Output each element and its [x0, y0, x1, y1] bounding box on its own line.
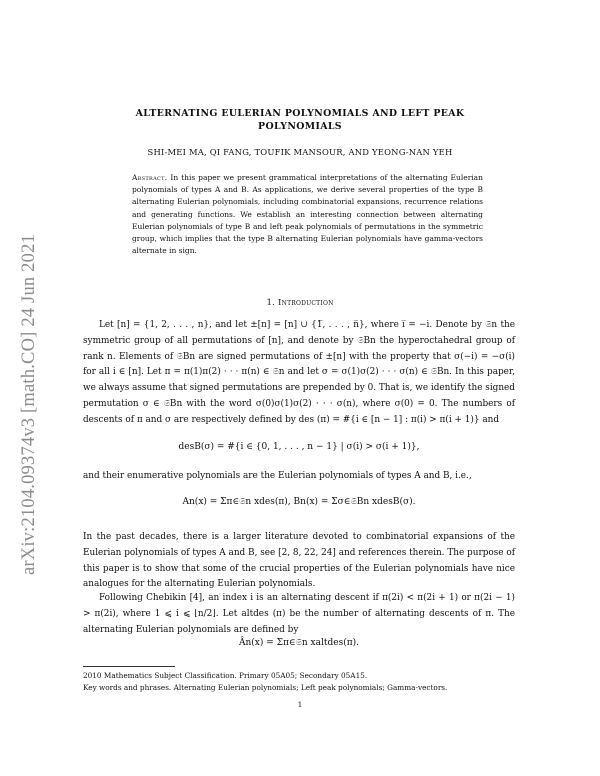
abstract-label: Abstract. — [132, 173, 168, 182]
paragraph-1: Let [n] = {1, 2, . . . , n}, and let ±[n] = [n] ∪ {1̅, . . . , n̅}, where i̅ = −i. Denote by 𝔖n the symmetric group of all permutations of [n], and denote by 𝔖Bn the hyperoctahedral group of rank n. Elements of 𝔖Bn are signed permutations of ±[n] with the property that σ(−i) = −σ(i) for all i ∈ [n]. Let π = π(1)π(2) · · · π(n) ∈ 𝔖n and let σ = σ(1)σ(2) · · · σ(n) ∈ 𝔖Bn. In this paper, we always assume that signed permutations are prepended by 0. That is, we identify the signed permutation σ ∈ 𝔖Bn with the word σ(0)σ(1)σ(2) · · · σ(n), where σ(0) = 0. The numbers of descents of π and σ are respectively defined by des (π) = #{i ∈ [n − 1] : π(i) > π(i + 1)} and — [83, 320, 515, 425]
arxiv-identifier[interactable]: arXiv:2104.09374v3 [math.CO] 24 Jun 2021 — [19, 234, 39, 575]
section-heading — [100, 298, 500, 308]
paper-authors: SHI-MEI MA, QI FANG, TOUFIK MANSOUR, AND YEONG-NAN YEH — [147, 147, 453, 157]
section-title: Introduction — [278, 298, 334, 308]
page-number: 1 — [297, 700, 303, 709]
footnote-classification: 2010 Mathematics Subject Classification. Primary 05A05; Secondary 05A15. — [83, 671, 368, 680]
paragraph-2: and their enumerative polynomials are the Eulerian polynomials of types A and B, i.e., — [83, 471, 472, 481]
abstract-text: In this paper we present grammatical interpretations of the alternating Eulerian polynomials of types A and B. As applications, we derive several properties of the type B alternating Eulerian polynomials, including combinatorial expansions, recurrence relations and generating functions. We establish an interesting connection between alternating Eulerian polynomials of type B and left peak polynomials of permutations in the symmetric group, which implies that the type B alternating Eulerian polynomials have gamma-vectors alternate in sign. — [132, 173, 483, 256]
paragraph-4: Following Chebikin [4], an index i is an alternating descent if π(2i) < π(2i + 1) or π(2i − 1) > π(2i), where 1 ⩽ i ⩽ ⌊n/2⌋. Let altdes (π) be the number of alternating descents of π. The alternating Eulerian polynomials are defined by — [83, 593, 515, 635]
paragraph-3: In the past decades, there is a larger literature devoted to combinatorial expansions of the Eulerian polynomials of types A and B, see [2, 8, 22, 24] and references therein. The purpose of this paper is to show that some of the crucial properties of the Eulerian polynomials have nice analogues for the alternating Eulerian polynomials. — [83, 532, 515, 590]
abstract — [132, 172, 483, 257]
section-number: 1. — [266, 298, 276, 308]
equation-alternating-eulerian: Ân(x) = Σπ∈𝔖n xaltdes(π). — [238, 638, 359, 648]
equation-eulerian-ab: An(x) = Σπ∈𝔖n xdes(π), Bn(x) = Σσ∈𝔖Bn xdesB(σ). — [182, 497, 416, 507]
footnote-keywords: Key words and phrases. Alternating Eulerian polynomials; Left peak polynomials; Gamma-vectors. — [83, 683, 448, 692]
paper-title: ALTERNATING EULERIAN POLYNOMIALS AND LEFT PEAK POLYNOMIALS — [135, 108, 465, 132]
equation-descent-b: desB(σ) = #{i ∈ {0, 1, . . . , n − 1} | σ(i) > σ(i + 1)}, — [178, 442, 420, 452]
footnote-rule — [83, 666, 175, 667]
